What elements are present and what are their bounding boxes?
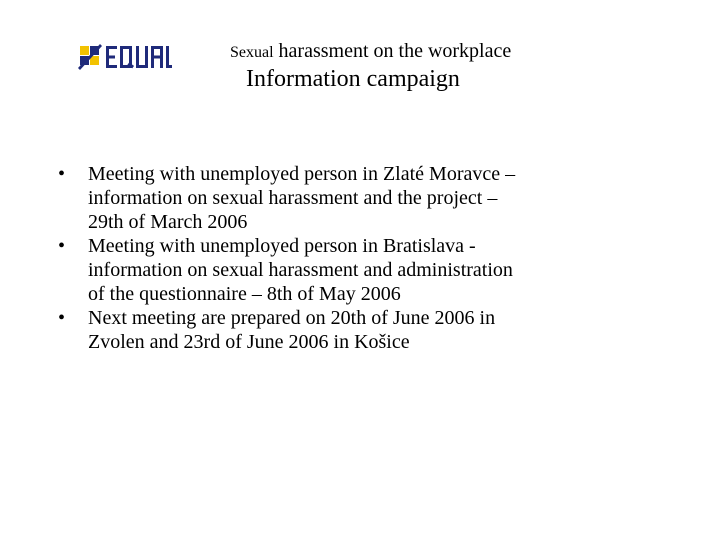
page-title-rest: harassment on the workplace [273,40,512,62]
bullet-line: information on sexual harassment and administration [88,259,513,281]
equal-logo [78,40,172,74]
bullet-list [58,162,698,354]
bullet-item [58,306,698,354]
bullet-line: 29th of March 2006 [88,211,248,233]
equal-logo-icon [78,40,172,74]
bullet-glyph: • [58,307,66,329]
bullet-item [58,162,698,234]
page-title-small-word: Sexual [230,44,274,61]
bullet-glyph: • [58,235,66,257]
page-subtitle: Information campaign [246,66,460,92]
bullet-line: of the questionnaire – 8th of May 2006 [88,283,401,305]
bullet-line: Meeting with unemployed person in Zlaté Moravce – [88,163,516,185]
bullet-line: Meeting with unemployed person in Bratislava - [88,235,476,257]
bullet-glyph: • [58,163,66,185]
bullet-item [58,234,698,306]
page-title [230,40,511,63]
bullet-line: information on sexual harassment and the project – [88,187,498,209]
bullet-line: Zvolen and 23rd of June 2006 in Košice [88,331,410,353]
bullet-line: Next meeting are prepared on 20th of June 2006 in [88,307,496,329]
